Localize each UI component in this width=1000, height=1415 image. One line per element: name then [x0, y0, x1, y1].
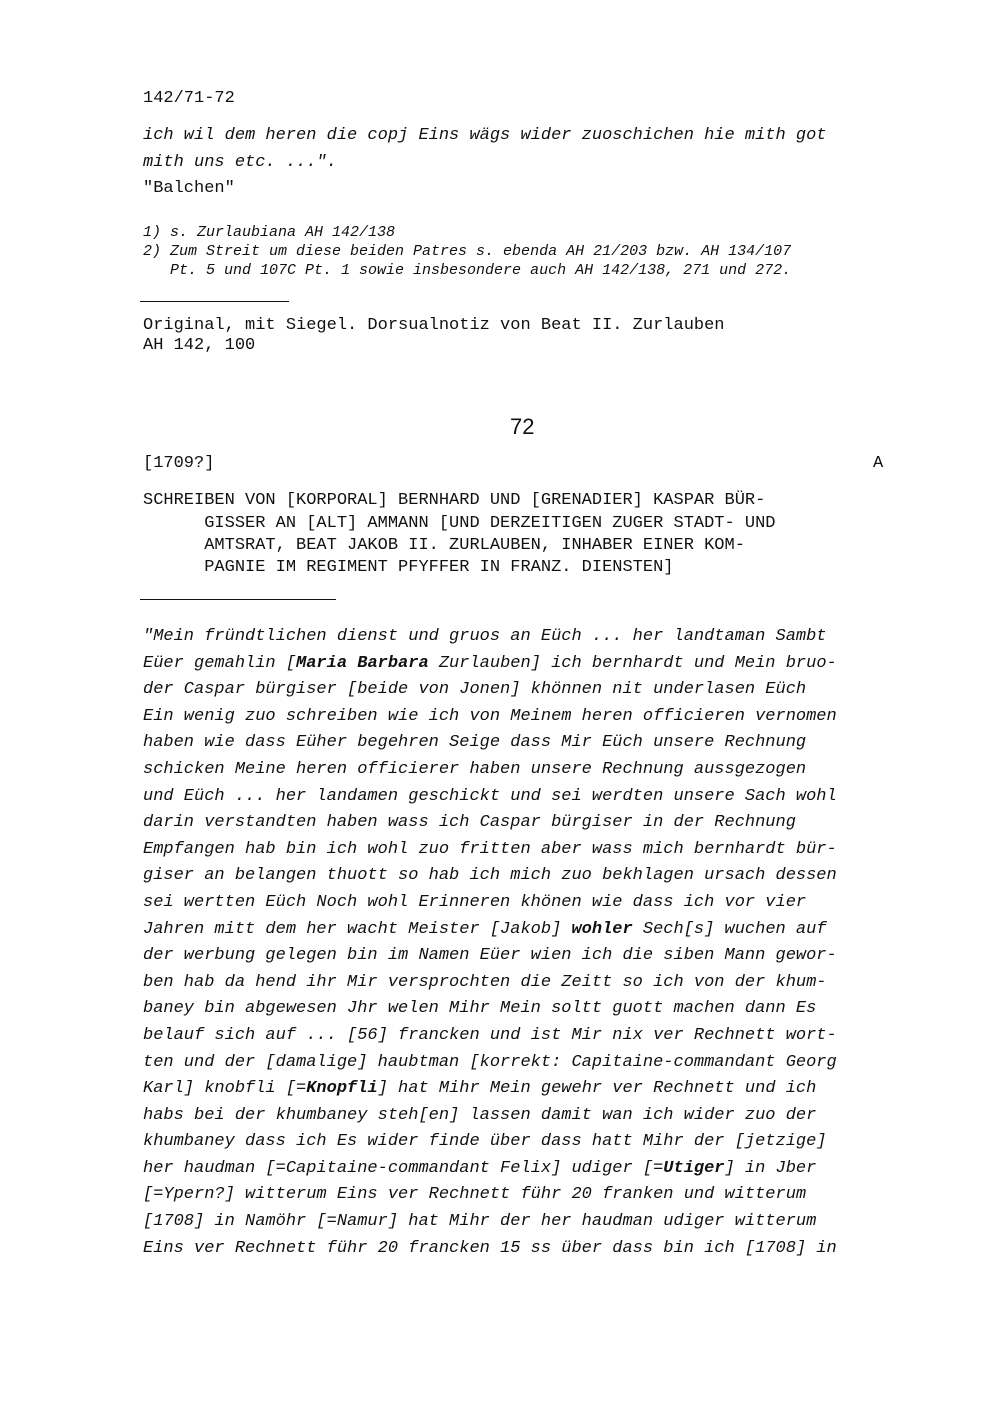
body-text-run: Jahren mitt dem her wacht Meister [Jakob] — [143, 919, 572, 939]
letter-body-line — [143, 890, 837, 917]
document-date: [1709?] — [143, 454, 215, 473]
letter-body-line — [143, 1076, 837, 1103]
letter-body-line — [143, 1023, 837, 1050]
letter-body-line — [143, 1209, 837, 1236]
letter-body-line — [143, 1050, 837, 1077]
letter-body — [143, 624, 837, 1262]
letter-body-line — [143, 757, 837, 784]
letter-body-line — [143, 970, 837, 997]
letter-body-line — [143, 1129, 837, 1156]
title-line: GISSER AN [ALT] AMMANN [UND DERZEITIGEN ZUGER STADT- UND — [143, 514, 776, 533]
letter-body-line — [143, 677, 837, 704]
body-text-run: khumbaney dass ich Es wider finde über dass hatt Mihr der [jetzige] — [143, 1132, 827, 1152]
body-text-run: darin verstandten haben wass ich Caspar bürgiser in der Rechnung — [143, 813, 796, 833]
body-text-run: Karl] knobfli [= — [143, 1079, 307, 1099]
letter-body-line — [143, 1103, 837, 1130]
body-text-run: ] hat Mihr Mein gewehr ver Rechnett und ich — [377, 1079, 817, 1099]
body-text-run: und Eüch ... her landamen geschickt und sei werdten unsere Sach wohl — [143, 786, 837, 806]
body-text-run: der Caspar bürgiser [beide von Jonen] khönnen nit underlasen Eüch — [143, 680, 807, 700]
letter-body-line — [143, 996, 837, 1023]
letter-body-line — [143, 784, 837, 811]
body-text-run: ten und der [damalige] haubtman [korrekt: Capitaine-commandant Georg — [143, 1052, 837, 1072]
footnote-2: 2) Zum Streit um diese beiden Patres s. ebenda AH 21/203 bzw. AH 134/107 — [143, 243, 792, 260]
body-text-run: her haudman [=Capitaine-commandant Felix] udiger [= — [143, 1158, 664, 1178]
body-text-run: Empfangen hab bin ich wohl zuo fritten aber wass mich bernhardt bür- — [143, 839, 837, 859]
body-text-run: habs bei der khumbaney steh[en] lassen damit wan ich wider zuo der — [143, 1105, 817, 1125]
emphasized-name: Knopfli — [306, 1079, 378, 1099]
body-text-run: ben hab da hend ihr Mir versprochten die Zeitt so ich von der khum- — [143, 972, 827, 992]
document-marker: A — [873, 454, 884, 473]
emphasized-name: wohler — [571, 919, 633, 939]
letter-body-line — [143, 1182, 837, 1209]
title-line: AMTSRAT, BEAT JAKOB II. ZURLAUBEN, INHABER EINER KOM- — [143, 536, 745, 555]
letter-body-line — [143, 917, 837, 944]
letter-body-line — [143, 651, 837, 678]
body-text-run: Eins ver Rechnett führ 20 francken 15 ss über dass bin ich [1708] in — [143, 1238, 837, 1258]
document-number: 72 — [510, 414, 535, 439]
body-text-run: Zurlauben] ich bernhardt und Mein bruo- — [428, 653, 837, 673]
body-text-run: der werbung gelegen bin im Namen Eüer wien ich die siben Mann gewor- — [143, 946, 837, 966]
footnote-2-continued: Pt. 5 und 107C Pt. 1 sowie insbesondere auch AH 142/138, 271 und 272. — [143, 262, 792, 279]
prev-letter-line: ich wil dem heren die copj Eins wägs wider zuoschichen hie mith got — [143, 126, 827, 145]
letter-body-line — [143, 704, 837, 731]
prev-letter-line: mith uns etc. ...". — [143, 153, 337, 172]
separator-rule — [140, 301, 289, 302]
title-line: SCHREIBEN VON [KORPORAL] BERNHARD UND [GRENADIER] KASPAR BÜR- — [143, 491, 766, 510]
body-text-run: baney bin abgewesen Jhr welen Mihr Mein soltt guott machen dann Es — [143, 999, 817, 1019]
body-text-run: belauf sich auf ... [56] francken und ist Mir nix ver Rechnett wort- — [143, 1025, 837, 1045]
letter-body-line — [143, 943, 837, 970]
source-note-line: Original, mit Siegel. Dorsualnotiz von Beat II. Zurlauben — [143, 316, 725, 335]
letter-body-line — [143, 1236, 837, 1263]
letter-body-line — [143, 1156, 837, 1183]
body-text-run: [1708] in Namöhr [=Namur] hat Mihr der her haudman udiger witterum — [143, 1212, 817, 1232]
letter-body-line — [143, 624, 837, 651]
body-text-run: ] in Jber — [724, 1158, 817, 1178]
letter-body-line — [143, 730, 837, 757]
emphasized-name: Maria Barbara — [296, 653, 429, 673]
body-text-run: haben wie dass Eüher begehren Seige dass Mir Eüch unsere Rechnung — [143, 733, 807, 753]
body-text-run: [=Ypern?] witterum Eins ver Rechnett führ 20 franken und witterum — [143, 1185, 807, 1205]
archive-reference: AH 142, 100 — [143, 336, 256, 355]
letter-body-line — [143, 810, 837, 837]
letter-body-line — [143, 837, 837, 864]
prev-letter-signature: "Balchen" — [143, 179, 235, 198]
body-text-run: Ein wenig zuo schreiben wie ich von Meinem heren officieren vernomen — [143, 706, 837, 726]
body-text-run: "Mein fründtlichen dienst und gruos an Eüch ... her landtaman Sambt — [143, 627, 827, 646]
body-text-run: giser an belangen thuott so hab ich mich zuo bekhlagen ursach dessen — [143, 866, 837, 886]
title-line: PAGNIE IM REGIMENT PFYFFER IN FRANZ. DIENSTEN] — [143, 558, 674, 577]
body-text-run: Sech[s] wuchen auf — [632, 919, 827, 939]
body-text-run: Eüer gemahlin [ — [143, 653, 297, 673]
body-text-run: sei wertten Eüch Noch wohl Erinneren khönen wie dass ich vor vier — [143, 892, 807, 912]
letter-body-line — [143, 863, 837, 890]
emphasized-name: Utiger — [663, 1158, 725, 1178]
page-reference: 142/71-72 — [143, 89, 235, 108]
footnote-1: 1) s. Zurlaubiana AH 142/138 — [143, 224, 396, 241]
body-text-run: schicken Meine heren officierer haben unsere Rechnung aussgezogen — [143, 759, 807, 779]
separator-rule — [140, 599, 336, 600]
